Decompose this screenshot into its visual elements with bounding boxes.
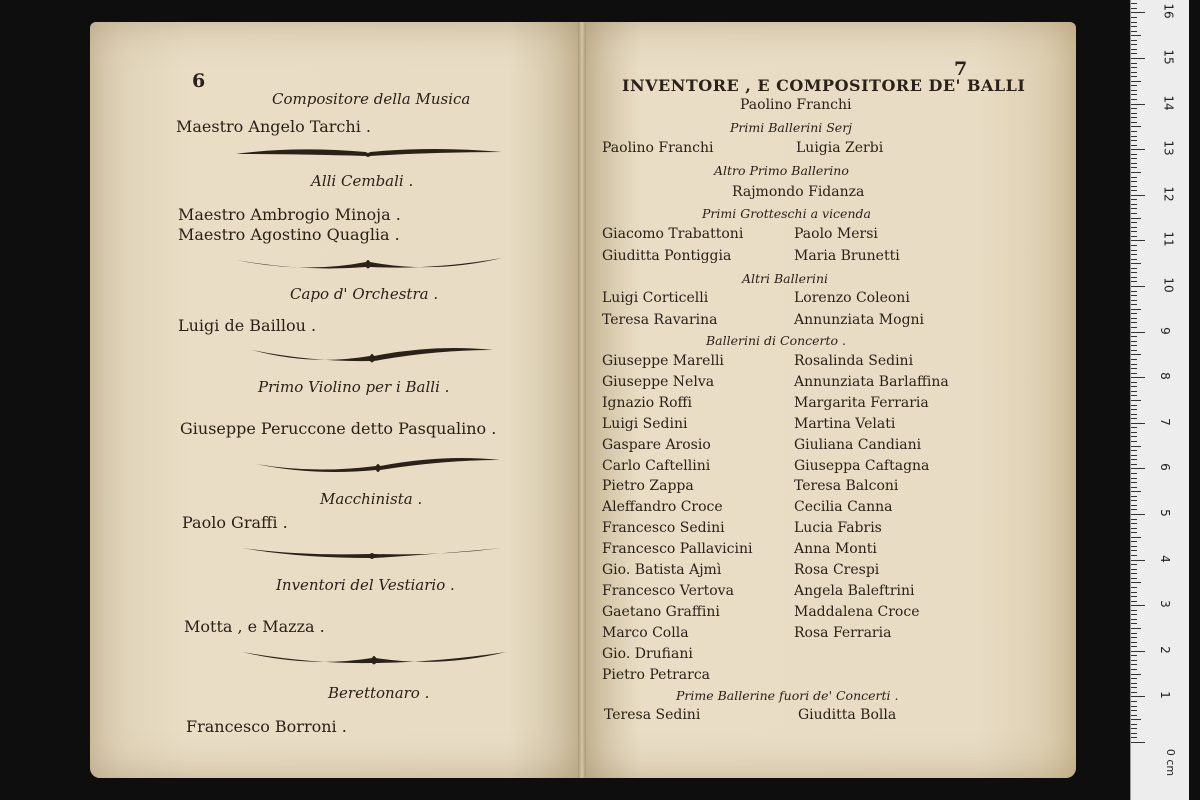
prime-right: Giuditta Bolla [798, 707, 897, 723]
ruler-minor-tick [1131, 318, 1137, 319]
ruler-minor-tick [1131, 683, 1137, 684]
ruler-mark: 11 [1161, 231, 1176, 248]
dancer-left: Giacomo Trabattoni [602, 226, 744, 242]
dancer-left: Giuditta Pontiggia [602, 248, 732, 264]
dancer-right: Anna Monti [794, 541, 877, 558]
ruler-minor-tick [1131, 409, 1137, 410]
ruler-minor-tick [1131, 49, 1137, 50]
ruler-minor-tick [1131, 505, 1137, 506]
ruler-minor-tick [1131, 382, 1137, 383]
ruler-minor-tick [1131, 17, 1137, 18]
ruler-minor-tick [1131, 724, 1137, 725]
ruler-minor-tick [1131, 719, 1141, 720]
ruler-minor-tick [1131, 519, 1137, 520]
ruler-minor-tick [1131, 122, 1137, 123]
ruler-minor-tick [1131, 400, 1141, 401]
ruler-minor-tick [1131, 94, 1137, 95]
dancer-left: Pietro Petrarca [602, 666, 711, 683]
ruler-minor-tick [1131, 405, 1137, 406]
name-minoja: Maestro Ambrogio Minoja . [178, 205, 401, 224]
ruler-minor-tick [1131, 560, 1145, 561]
serj-right: Luigia Zerbi [796, 140, 884, 156]
ruler-minor-tick [1131, 478, 1137, 479]
name-tarchi: Maestro Angelo Tarchi . [176, 117, 371, 136]
ruler-minor-tick [1131, 423, 1145, 424]
ruler-minor-tick [1131, 259, 1137, 260]
ruler-minor-tick [1131, 104, 1145, 105]
ruler-minor-tick [1131, 487, 1137, 488]
ruler-minor-tick [1131, 436, 1137, 437]
ruler-minor-tick [1131, 701, 1137, 702]
ruler-minor-tick [1131, 601, 1137, 602]
heading-vestiario: Inventori del Vestiario . [276, 576, 455, 594]
dancer-left: Gio. Batista Ajmì [602, 562, 722, 578]
ruler-minor-tick [1131, 692, 1137, 693]
ruler-minor-tick [1131, 12, 1145, 13]
ruler-minor-tick [1131, 332, 1145, 333]
dancer-right: Rosa Crespi [794, 562, 880, 578]
ruler-minor-tick [1131, 418, 1137, 419]
ruler-mark: 13 [1161, 140, 1176, 156]
ruler-minor-tick [1131, 177, 1137, 178]
ruler-mark: 15 [1161, 49, 1176, 65]
ruler-minor-tick [1131, 53, 1137, 54]
ruler-minor-tick [1131, 218, 1141, 219]
ruler-minor-tick [1131, 359, 1137, 360]
ruler-minor-tick [1131, 450, 1137, 451]
dancer-right: Teresa Balconi [794, 478, 899, 495]
dancer-right: Angela Baleftrini [794, 582, 915, 599]
dancer-right: Maria Brunetti [794, 248, 900, 264]
ruler-mark: 1 [1157, 691, 1172, 700]
ornament-rule-4 [254, 452, 502, 476]
ruler-minor-tick [1131, 441, 1137, 442]
ruler-minor-tick [1131, 108, 1137, 109]
ruler-minor-tick [1131, 313, 1137, 314]
ruler-minor-tick [1131, 131, 1137, 132]
ruler-minor-tick [1131, 500, 1137, 501]
ruler-minor-tick [1131, 67, 1137, 68]
heading-primi-serj: Primi Ballerini Serj [730, 120, 853, 135]
ruler-minor-tick [1131, 154, 1137, 155]
ruler-minor-tick [1131, 254, 1137, 255]
ruler-minor-tick [1131, 619, 1137, 620]
ruler-minor-tick [1131, 541, 1137, 542]
ruler-minor-tick [1131, 140, 1137, 141]
ruler-minor-tick [1131, 304, 1137, 305]
ruler-minor-tick [1131, 537, 1141, 538]
ruler-mark: 12 [1161, 186, 1176, 202]
ruler-minor-tick [1131, 455, 1137, 456]
dancer-left: Gio. Drufiani [602, 645, 693, 662]
ruler-minor-tick [1131, 596, 1137, 597]
dancer-right: Cecilia Canna [794, 499, 893, 516]
ruler-minor-tick [1131, 236, 1137, 237]
ruler-minor-tick [1131, 651, 1145, 652]
heading-prime: Prime Ballerine fuori de' Concerti . [676, 688, 899, 703]
heading-concerto: Ballerini di Concerto . [706, 333, 847, 348]
ruler-minor-tick [1131, 204, 1137, 205]
ornament-rule-5 [240, 542, 504, 562]
ruler-minor-tick [1131, 3, 1137, 4]
ruler-minor-tick [1131, 190, 1137, 191]
dancer-left: Carlo Caftellini [602, 457, 711, 474]
book-gutter [578, 22, 586, 778]
ruler-minor-tick [1131, 432, 1137, 433]
ruler-minor-tick [1131, 126, 1141, 127]
ruler-minor-tick [1131, 614, 1137, 615]
ruler-minor-tick [1131, 309, 1141, 310]
ruler-minor-tick [1131, 660, 1137, 661]
ruler-minor-tick [1131, 341, 1137, 342]
ruler-minor-tick [1131, 22, 1137, 23]
prime-left: Teresa Sedini [604, 707, 701, 723]
ruler-minor-tick [1131, 564, 1137, 565]
ruler-minor-tick [1131, 40, 1137, 41]
ruler-mark: 4 [1157, 554, 1172, 563]
dancer-left: Francesco Vertova [602, 582, 734, 599]
dancer-right: Rosalinda Sedini [794, 353, 914, 369]
heading-altri: Altri Ballerini [742, 271, 829, 286]
dancer-left: Gaspare Arosio [602, 436, 711, 453]
ruler-minor-tick [1131, 715, 1137, 716]
dancer-right: Paolo Mersi [794, 226, 878, 242]
dancer-left: Pietro Zappa [602, 478, 694, 495]
ruler-minor-tick [1131, 99, 1137, 100]
ruler-minor-tick [1131, 674, 1141, 675]
serj-left: Paolino Franchi [602, 140, 714, 156]
ruler-minor-tick [1131, 240, 1145, 241]
ruler-minor-tick [1131, 468, 1145, 469]
ruler-minor-tick [1131, 391, 1137, 392]
ruler-minor-tick [1131, 706, 1137, 707]
dancer-right: Annunziata Mogni [794, 312, 925, 328]
scale-ruler [1130, 0, 1189, 800]
ruler-minor-tick [1131, 167, 1137, 168]
ruler-minor-tick [1131, 145, 1137, 146]
ruler-minor-tick [1131, 737, 1137, 738]
ruler-minor-tick [1131, 482, 1137, 483]
right-title: INVENTORE , E COMPOSITORE DE' BALLI [622, 76, 1026, 95]
ruler-minor-tick [1131, 528, 1137, 529]
ruler-minor-tick [1131, 222, 1137, 223]
ruler-minor-tick [1131, 113, 1137, 114]
name-graffi: Paolo Graffi . [182, 513, 288, 532]
ruler-minor-tick [1131, 414, 1137, 415]
ruler-minor-tick [1131, 628, 1141, 629]
dancer-left: Marco Colla [602, 624, 689, 641]
ruler-minor-tick [1131, 250, 1137, 251]
ruler-minor-tick [1131, 550, 1137, 551]
dancer-left: Teresa Ravarina [602, 312, 718, 328]
ruler-minor-tick [1131, 31, 1137, 32]
ruler-minor-tick [1131, 90, 1137, 91]
dancer-right: Rosa Ferraria [794, 624, 892, 641]
dancer-left: Gaetano Graffini [602, 603, 720, 620]
ruler-minor-tick [1131, 350, 1137, 351]
ruler-minor-tick [1131, 696, 1145, 697]
ruler-minor-tick [1131, 587, 1137, 588]
heading-violino: Primo Violino per i Balli . [258, 378, 450, 396]
ruler-mark: 8 [1157, 372, 1172, 381]
name-motta-mazza: Motta , e Mazza . [184, 617, 325, 636]
ruler-mark: 16 [1161, 3, 1176, 20]
inventor-name: Paolino Franchi [740, 97, 852, 113]
ruler-minor-tick [1131, 633, 1137, 634]
ruler-minor-tick [1131, 63, 1137, 64]
ruler-minor-tick [1131, 163, 1137, 164]
ruler-minor-tick [1131, 728, 1137, 729]
ruler-mark: 7 [1157, 417, 1172, 426]
ruler-minor-tick [1131, 336, 1137, 337]
ruler-mark: 9 [1157, 326, 1172, 335]
dancer-left: Giuseppe Marelli [602, 353, 724, 369]
ruler-minor-tick [1131, 733, 1137, 734]
ruler-minor-tick [1131, 427, 1137, 428]
ruler-minor-tick [1131, 637, 1137, 638]
ruler-minor-tick [1131, 605, 1145, 606]
ruler-minor-tick [1131, 555, 1137, 556]
dancer-right: Annunziata Barlaffina [794, 373, 949, 390]
altro-primo-name: Rajmondo Fidanza [732, 184, 865, 200]
ruler-minor-tick [1131, 464, 1137, 465]
ruler-minor-tick [1131, 532, 1137, 533]
ruler-mark: 10 [1161, 277, 1176, 293]
ruler-minor-tick [1131, 181, 1137, 182]
dancer-left: Giuseppe Nelva [602, 373, 715, 390]
ruler-minor-tick [1131, 213, 1137, 214]
ruler-minor-tick [1131, 199, 1137, 200]
ruler-minor-tick [1131, 76, 1137, 77]
ruler-minor-tick [1131, 742, 1145, 743]
ruler-minor-tick [1131, 136, 1137, 137]
ruler-minor-tick [1131, 286, 1145, 287]
dancer-left: Francesco Sedini [602, 520, 725, 537]
dancer-left: Luigi Sedini [602, 415, 688, 432]
ruler-minor-tick [1131, 345, 1137, 346]
ruler-mark: 5 [1157, 509, 1172, 517]
dancer-right: Giuseppa Caftagna [794, 457, 930, 474]
ruler-minor-tick [1131, 277, 1137, 278]
ruler-minor-tick [1131, 459, 1137, 460]
ruler-minor-tick [1131, 573, 1137, 574]
ruler-minor-tick [1131, 514, 1145, 515]
ruler-minor-tick [1131, 58, 1145, 59]
ruler-minor-tick [1131, 687, 1137, 688]
ruler-minor-tick [1131, 231, 1137, 232]
ornament-rule-1 [234, 142, 504, 162]
name-baillou: Luigi de Baillou . [178, 316, 317, 335]
ruler-minor-tick [1131, 268, 1137, 269]
ruler-minor-tick [1131, 172, 1141, 173]
ruler-minor-tick [1131, 263, 1141, 264]
dancer-right: Margarita Ferraria [794, 394, 929, 411]
ruler-minor-tick [1131, 8, 1137, 9]
dancer-right: Maddalena Croce [794, 603, 920, 620]
ruler-minor-tick [1131, 195, 1145, 196]
ruler-minor-tick [1131, 227, 1137, 228]
ruler-minor-tick [1131, 208, 1137, 209]
dancer-left: Luigi Corticelli [602, 290, 709, 306]
ruler-minor-tick [1131, 377, 1145, 378]
ruler-minor-tick [1131, 569, 1137, 570]
ruler-minor-tick [1131, 26, 1137, 27]
ruler-minor-tick [1131, 373, 1137, 374]
ruler-minor-tick [1131, 245, 1137, 246]
ruler-minor-tick [1131, 509, 1137, 510]
ruler-minor-tick [1131, 300, 1137, 301]
name-quaglia: Maestro Agostino Quaglia . [178, 225, 400, 244]
ruler-minor-tick [1131, 710, 1137, 711]
heading-compositore: Compositore della Musica [272, 90, 471, 108]
ruler-minor-tick [1131, 578, 1137, 579]
heading-berettonaro: Berettonaro . [328, 684, 430, 702]
ruler-minor-tick [1131, 72, 1137, 73]
page-number-left: 6 [192, 70, 206, 92]
name-borroni: Francesco Borroni . [186, 717, 347, 736]
ornament-rule-3 [250, 342, 495, 366]
heading-orchestra: Capo d' Orchestra . [290, 285, 439, 303]
ruler-minor-tick [1131, 295, 1137, 296]
ruler-minor-tick [1131, 646, 1137, 647]
ruler-minor-tick [1131, 582, 1141, 583]
dancer-right: Lorenzo Coleoni [794, 290, 910, 306]
ruler-minor-tick [1131, 354, 1141, 355]
ruler-minor-tick [1131, 81, 1141, 82]
ruler-minor-tick [1131, 395, 1137, 396]
ruler-mark: 3 [1157, 600, 1172, 609]
ruler-minor-tick [1131, 117, 1137, 118]
name-peruccone: Giuseppe Peruccone detto Pasqualino . [180, 419, 497, 438]
ruler-minor-tick [1131, 149, 1145, 150]
ruler-minor-tick [1131, 35, 1141, 36]
ruler-minor-tick [1131, 523, 1137, 524]
ornament-rule-6 [240, 644, 508, 668]
ruler-minor-tick [1131, 491, 1141, 492]
ruler-minor-tick [1131, 496, 1137, 497]
ruler-minor-tick [1131, 592, 1137, 593]
ruler-mark: 6 [1157, 463, 1172, 472]
ruler-minor-tick [1131, 158, 1137, 159]
heading-cembali: Alli Cembali . [311, 172, 414, 190]
ruler-minor-tick [1131, 322, 1137, 323]
dancer-right: Martina Velati [794, 415, 896, 432]
ruler-unit: 0 cm [1164, 748, 1178, 777]
ruler-minor-tick [1131, 186, 1137, 187]
ruler-minor-tick [1131, 669, 1137, 670]
ornament-rule-2 [234, 250, 504, 274]
ruler-minor-tick [1131, 655, 1137, 656]
ruler-minor-tick [1131, 386, 1137, 387]
dancer-left: Aleffandro Croce [602, 499, 723, 516]
ruler-minor-tick [1131, 446, 1141, 447]
heading-altro-primo: Altro Primo Ballerino [714, 163, 849, 178]
heading-macchinista: Macchinista . [320, 490, 423, 508]
ruler-minor-tick [1131, 281, 1137, 282]
ruler-minor-tick [1131, 678, 1137, 679]
dancer-left: Ignazio Roffi [602, 394, 692, 411]
ruler-minor-tick [1131, 623, 1137, 624]
ruler-minor-tick [1131, 364, 1137, 365]
ruler-minor-tick [1131, 44, 1137, 45]
ruler-minor-tick [1131, 327, 1137, 328]
dancer-left: Francesco Pallavicini [602, 541, 753, 558]
page-number-right: 7 [954, 58, 968, 80]
ruler-mark: 2 [1157, 645, 1172, 654]
dancer-right: Giuliana Candiani [794, 436, 922, 453]
ruler-minor-tick [1131, 291, 1137, 292]
heading-grotteschi: Primi Grotteschi a vicenda [702, 206, 871, 221]
ruler-minor-tick [1131, 610, 1137, 611]
dancer-right: Lucia Fabris [794, 520, 882, 537]
ruler-minor-tick [1131, 664, 1137, 665]
ruler-minor-tick [1131, 642, 1137, 643]
ruler-minor-tick [1131, 473, 1137, 474]
ruler-minor-tick [1131, 272, 1137, 273]
ruler-minor-tick [1131, 546, 1137, 547]
ruler-minor-tick [1131, 368, 1137, 369]
ruler-mark: 14 [1161, 94, 1176, 111]
ruler-minor-tick [1131, 85, 1137, 86]
